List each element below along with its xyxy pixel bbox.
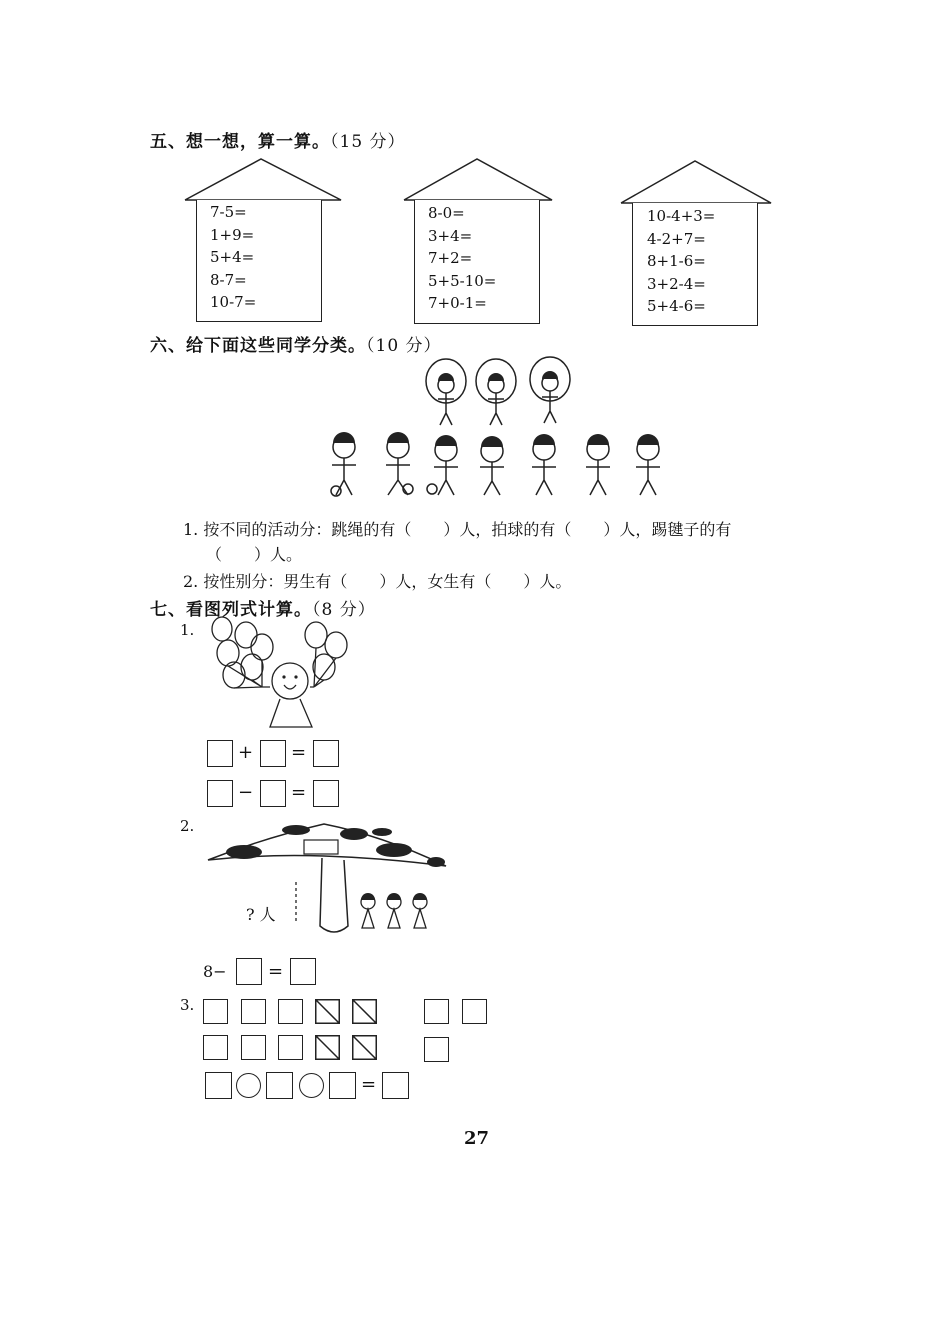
mushroom-illustration <box>204 818 450 948</box>
equation: 10-7= <box>210 293 257 312</box>
page-number: 27 <box>464 1128 490 1149</box>
section6-q2: 2. 按性别分：男生有（ ）人，女生有（ ）人。 <box>183 572 572 591</box>
section7-q3-number: 3. <box>180 996 195 1014</box>
answer-box[interactable] <box>207 780 233 807</box>
crossed-square <box>315 1035 340 1060</box>
square <box>462 999 487 1024</box>
house-1-equations <box>210 201 256 314</box>
equation: 7+0-1= <box>428 294 487 313</box>
answer-box[interactable] <box>236 958 262 985</box>
question-people-label: ? 人 <box>246 905 276 924</box>
equation: 4-2+7= <box>647 229 706 248</box>
equation: 3+4= <box>428 226 473 245</box>
minus-sign: − <box>238 782 254 803</box>
section7-q1-number: 1. <box>180 621 195 639</box>
equation: 8-7= <box>210 270 247 289</box>
square <box>278 999 303 1024</box>
house-2-equations <box>428 202 496 315</box>
square <box>278 1035 303 1060</box>
plus-sign: + <box>238 742 254 763</box>
square <box>203 1035 228 1060</box>
operator-circle[interactable] <box>299 1073 324 1098</box>
equation: 8-0= <box>428 204 465 222</box>
answer-box[interactable] <box>329 1072 356 1099</box>
section5-title: 五、想一想，算一算。 <box>150 132 330 152</box>
answer-box[interactable] <box>260 740 286 767</box>
equation: 1+9= <box>210 225 255 244</box>
section6-points: （10 分） <box>366 336 442 356</box>
equation: 8+1-6= <box>647 252 706 271</box>
equation: 7+2= <box>428 249 473 268</box>
equation: 5+4-6= <box>647 297 706 316</box>
equation: 10-4+3= <box>647 207 716 225</box>
equals-sign: = <box>291 742 307 763</box>
square <box>241 1035 266 1060</box>
section6-title: 六、给下面这些同学分类。 <box>150 336 366 356</box>
answer-box[interactable] <box>266 1072 293 1099</box>
equals-sign: = <box>361 1074 377 1095</box>
answer-box[interactable] <box>290 958 316 985</box>
equals-sign: = <box>268 961 284 982</box>
square <box>424 1037 449 1062</box>
equals-sign: = <box>291 782 307 803</box>
crossed-square <box>352 999 377 1024</box>
house-1-roof <box>183 157 343 201</box>
house-3-roof <box>619 159 773 204</box>
section6-q1-line1: 1. 按不同的活动分：跳绳的有（ ）人，拍球的有（ ）人，踢毽子的有 <box>183 520 732 539</box>
section7-q2-number: 2. <box>180 817 195 835</box>
answer-box[interactable] <box>205 1072 232 1099</box>
section6-heading <box>150 331 442 356</box>
house-2-roof <box>402 157 554 201</box>
answer-box[interactable] <box>313 740 339 767</box>
house-3-equations <box>647 205 715 318</box>
section5-heading <box>150 127 406 152</box>
children-activity-illustration <box>322 355 682 505</box>
answer-box[interactable] <box>260 780 286 807</box>
balloon-girl-illustration <box>204 615 352 733</box>
q2-prefix: 8− <box>203 962 227 981</box>
operator-circle[interactable] <box>236 1073 261 1098</box>
answer-box[interactable] <box>207 740 233 767</box>
equation: 5+4= <box>210 248 255 267</box>
section7-title: 七、看图列式计算。 <box>150 600 312 620</box>
square <box>424 999 449 1024</box>
square <box>241 999 266 1024</box>
square <box>203 999 228 1024</box>
equation: 5+5-10= <box>428 271 497 290</box>
equation: 7-5= <box>210 203 247 221</box>
section6-q1-line2: （ ）人。 <box>206 545 303 564</box>
equation: 3+2-4= <box>647 274 706 293</box>
section7-points: （8 分） <box>312 600 376 620</box>
section5-points: （15 分） <box>330 132 406 152</box>
crossed-square <box>352 1035 377 1060</box>
crossed-square <box>315 999 340 1024</box>
answer-box[interactable] <box>313 780 339 807</box>
answer-box[interactable] <box>382 1072 409 1099</box>
